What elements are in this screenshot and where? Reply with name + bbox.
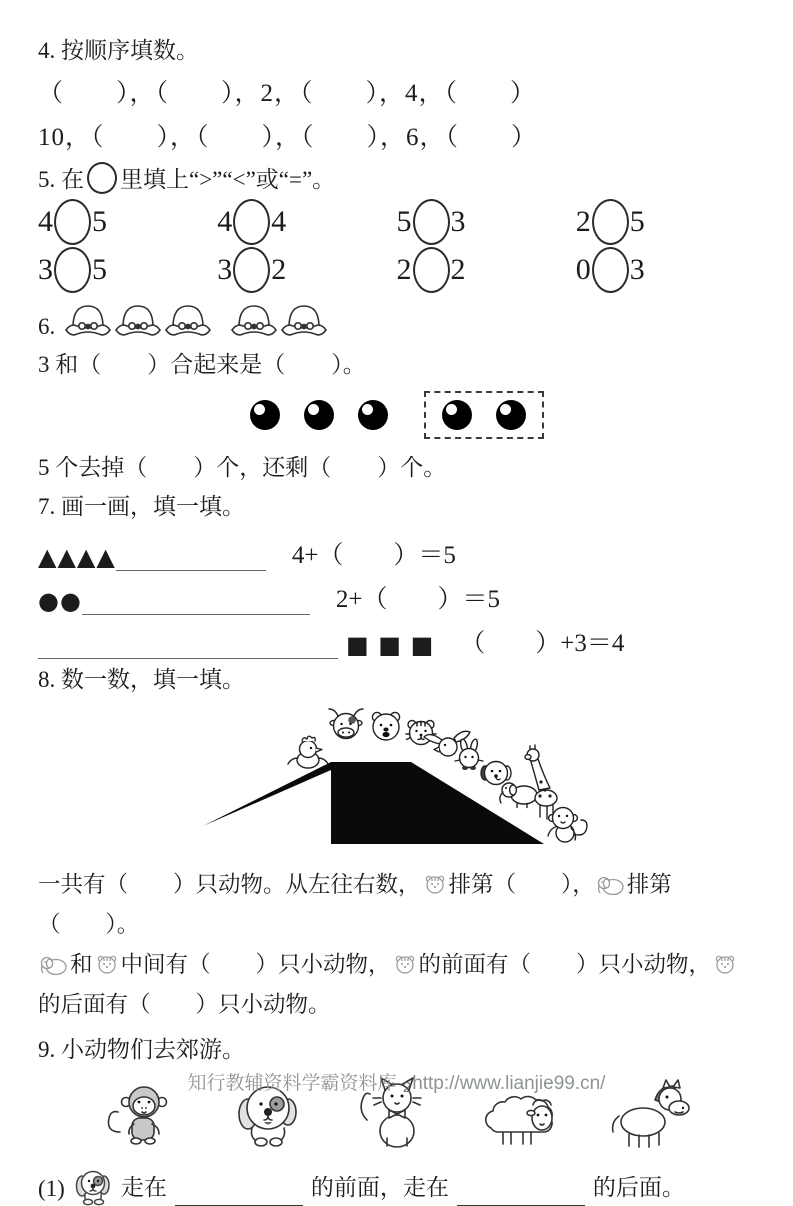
q7-equation-3: （ ）+3＝4 (460, 630, 625, 657)
ball-icon (358, 400, 388, 430)
q7-equation-1: 4+（ ）＝5 (291, 542, 456, 569)
compare-circle-icon (592, 247, 629, 293)
elephant-icon (40, 955, 68, 977)
compare-left: 3 (38, 253, 53, 286)
footer-url: http://www.lianjie99.cn/ (412, 1073, 606, 1094)
q8-text: 一共有（ ）只动物。从左往右数， (38, 872, 421, 897)
rooster-icon (288, 736, 328, 768)
compare-circle-icon (54, 199, 91, 245)
ball-icon (304, 400, 334, 430)
comparison-item (397, 246, 576, 294)
answer-blank (457, 1175, 585, 1206)
elephant-icon (500, 783, 537, 808)
q8-text: 和 (70, 952, 93, 977)
q7-title: 7. 画一画，填一填。 (38, 494, 245, 519)
compare-left: 3 (217, 253, 233, 286)
q6-header (38, 300, 755, 340)
balls-row (38, 391, 755, 439)
q9-text: 的前面，走在 (310, 1175, 449, 1200)
q4-title: 4. 按顺序填数。 (38, 38, 199, 63)
page-number: 2 (402, 1079, 412, 1096)
q5-title-prefix: 5. 在 (38, 167, 84, 192)
q4-sequence-line-1: （ ），（ ），2，（ ），4，（ ） (38, 80, 537, 107)
q6-sum-line: 3 和（ ）合起来是（ ）。 (38, 352, 366, 377)
q7-row-circles (38, 571, 755, 615)
dog-icon (73, 1168, 113, 1206)
hat-icon (163, 300, 213, 340)
hat-icon (279, 300, 329, 340)
q5-title (38, 161, 755, 194)
q5-title-suffix: 里填上“>”“<”或“=”。 (120, 167, 336, 192)
cow-icon (329, 709, 363, 739)
elephant-icon (597, 875, 625, 897)
answer-circle-icon (87, 162, 117, 194)
q7-equation-2: 2+（ ）＝5 (335, 586, 500, 613)
tiger-icon (713, 953, 737, 977)
hat-icon (229, 300, 279, 340)
draw-line (38, 624, 338, 659)
q8-title: 8. 数一数，填一填。 (38, 667, 245, 692)
q9-text: 的后面。 (592, 1175, 685, 1200)
q4-sequence-line-2: 10，（ ），（ ），（ ），6，（ ） (38, 124, 538, 151)
compare-circle-icon (54, 247, 91, 293)
ball-icon (250, 400, 280, 430)
comparison-item (217, 246, 396, 294)
triangle-shapes: ▲▲▲▲ (38, 543, 116, 571)
compare-circle-icon (413, 199, 450, 245)
q9-title: 9. 小动物们去郊游。 (38, 1037, 245, 1062)
animals-slide-picture (198, 700, 594, 852)
ball-icon (442, 400, 472, 430)
rabbit-icon (455, 738, 483, 770)
comparison-item (397, 198, 576, 246)
puppy-icon (481, 762, 511, 785)
compare-circle-icon (413, 247, 450, 293)
q9-text: 走在 (120, 1175, 167, 1200)
answer-blank (175, 1175, 303, 1206)
compare-left: 4 (217, 205, 233, 238)
hats-row (63, 300, 329, 340)
footer-library-name: 知行教辅资料学霸资料库 (187, 1073, 397, 1094)
comparison-item (38, 246, 217, 294)
draw-line (116, 536, 266, 571)
ball-icon (496, 400, 526, 430)
comparison-item (576, 246, 755, 294)
giraffe-icon (525, 745, 557, 819)
compare-right: 3 (450, 205, 466, 238)
compare-left: 2 (396, 253, 412, 286)
tiger-icon (393, 953, 417, 977)
q8-text: 排第（ ）， (448, 872, 595, 897)
q6-takeaway-line: 5 个去掉（ ）个，还剩（ ）个。 (38, 455, 447, 480)
monkey-icon (548, 808, 587, 843)
compare-right: 5 (92, 205, 107, 238)
comparison-item (217, 198, 396, 246)
compare-right: 5 (92, 253, 107, 286)
q6-number: 6. (38, 314, 56, 339)
q7-row-triangles (38, 527, 755, 571)
hat-icon (113, 300, 163, 340)
tiger-icon (95, 953, 119, 977)
bear-icon (372, 712, 399, 740)
q8-text: 的后面有（ ）只小动物。 (38, 992, 331, 1017)
compare-circle-icon (233, 199, 270, 245)
q8-text: 的前面有（ ）只小动物， (418, 952, 712, 977)
page-footer (0, 1068, 793, 1096)
compare-right: 3 (629, 253, 645, 286)
compare-right: 4 (271, 205, 287, 238)
q8-question-paragraph (38, 865, 755, 1025)
q7-row-squares (38, 615, 755, 659)
q8-text: 排第（ ）。 (38, 872, 672, 937)
compare-left: 2 (575, 205, 591, 238)
compare-circle-icon (592, 199, 629, 245)
q5-comparison-grid (38, 198, 755, 294)
comparison-item (38, 198, 217, 246)
take-away-dashed-box (424, 391, 544, 439)
animals-slide-figure (198, 700, 755, 857)
comparison-item (576, 198, 755, 246)
compare-right: 2 (450, 253, 466, 286)
tiger-icon (423, 873, 447, 897)
hat-icon (63, 300, 113, 340)
compare-left: 4 (38, 205, 53, 238)
circle-shapes: ●● (38, 587, 82, 615)
square-shapes: ■ ■ ■ (346, 631, 435, 659)
draw-line (82, 580, 310, 615)
compare-circle-icon (233, 247, 270, 293)
compare-left: 0 (575, 253, 591, 286)
compare-right: 2 (271, 253, 287, 286)
q8-text: 中间有（ ）只小动物， (120, 952, 391, 977)
compare-left: 5 (396, 205, 412, 238)
compare-right: 5 (629, 205, 645, 238)
q9-sub-question-1 (38, 1168, 755, 1206)
sub-question-number: (1) (38, 1176, 65, 1201)
